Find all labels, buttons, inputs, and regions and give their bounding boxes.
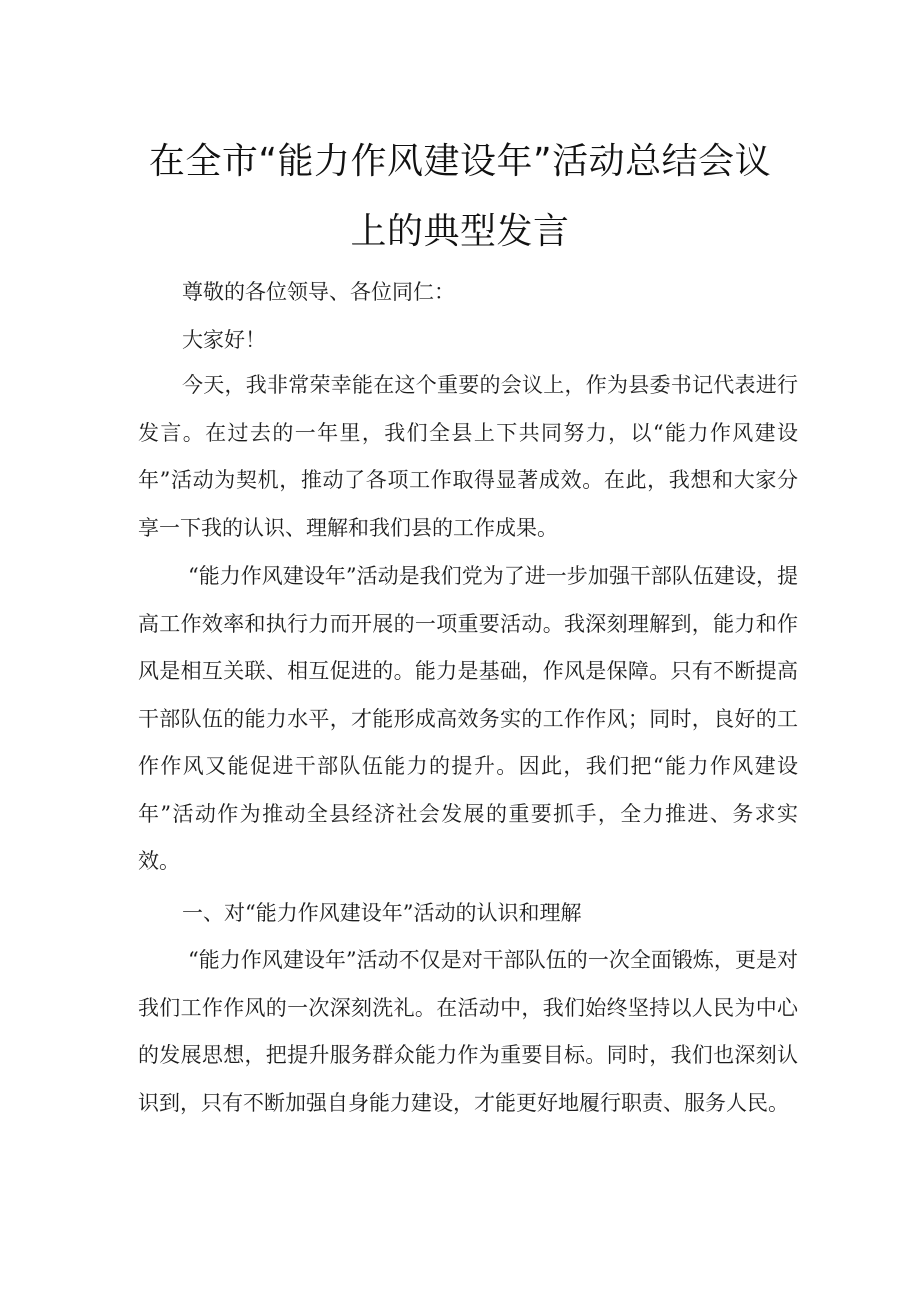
- paragraph-section-1: “能力作风建设年”活动不仅是对干部队伍的一次全面锻炼，更是对我们工作作风的一次深刻洗礼。在活动中，我们始终坚持以人民为中心的发展思想，把提升服务群众能力作为重要目标。同时，我们也深刻认识到，只有不断加强自身能力建设，才能更好地履行职责、服务人民。: [138, 948, 798, 1115]
- greeting: 尊敬的各位领导、各位同仁：: [182, 280, 455, 304]
- document-title-line-1: 在全市“能力作风建设年”活动总结会议: [148, 141, 772, 182]
- salutation: 大家好！: [182, 328, 266, 352]
- document-title-line-2: 上的典型发言: [350, 211, 570, 252]
- paragraph-intro: 今天，我非常荣幸能在这个重要的会议上，作为县委书记代表进行发言。在过去的一年里，我们全县上下共同努力，以“能力作风建设年”活动为契机，推动了各项工作取得显著成效。在此，我想和大家分享一下我的认识、理解和我们县的工作成果。: [138, 373, 798, 540]
- paragraph-overview: “能力作风建设年”活动是我们党为了进一步加强干部队伍建设，提高工作效率和执行力而开展的一项重要活动。我深刻理解到，能力和作风是相互关联、相互促进的。能力是基础，作风是保障。只有不断提高干部队伍的能力水平，才能形成高效务实的工作作风；同时，良好的工作作风又能促进干部队伍能力的提升。因此，我们把“能力作风建设年”活动作为推动全县经济社会发展的重要抓手，全力推进、务求实效。: [138, 564, 798, 873]
- section-heading: 一、对“能力作风建设年”活动的认识和理解: [182, 901, 582, 925]
